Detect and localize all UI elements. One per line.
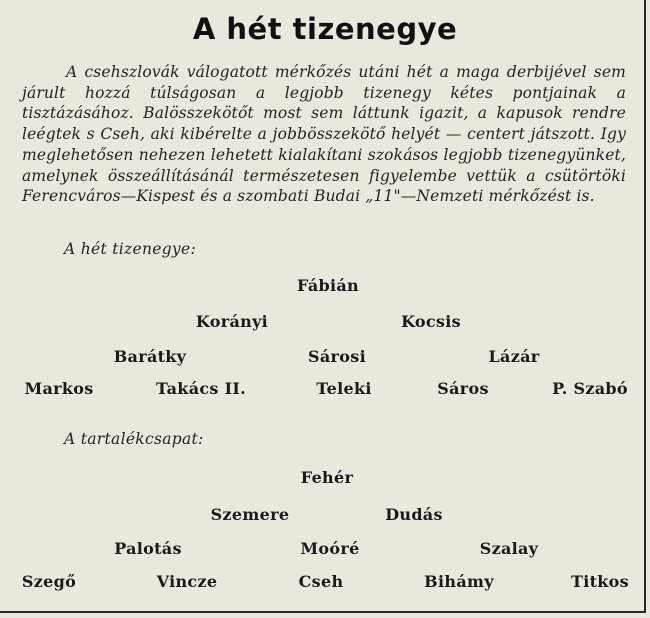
first-team-forward-1: Markos [24, 379, 94, 398]
reserve-team-halfback-3: Szalay [479, 539, 539, 558]
first-team-goalkeeper: Fábián [297, 276, 359, 295]
first-team-halfback-3: Lázár [488, 347, 540, 366]
reserve-team-forward-1: Szegő [21, 572, 77, 591]
first-team-forward-3: Teleki [316, 379, 372, 398]
first-team-fullback-1: Korányi [195, 312, 269, 331]
reserve-team-goalkeeper: Fehér [300, 468, 354, 487]
first-team-forward-5: P. Szabó [552, 379, 628, 398]
reserve-team-halfback-2: Moóré [300, 539, 360, 558]
reserve-team-forward-2: Vincze [156, 572, 218, 591]
reserve-team-forward-3: Cseh [298, 572, 344, 591]
reserve-team-forward-4: Bihámy [424, 572, 494, 591]
first-team-halfback-2: Sárosi [308, 347, 366, 366]
first-team-label: A hét tizenegye: [64, 240, 196, 258]
reserve-team-halfback-1: Palotás [114, 539, 182, 558]
reserve-team-fullback-2: Dudás [385, 505, 443, 524]
reserve-team-label: A tartalékcsapat: [64, 430, 204, 448]
reserve-team-fullback-1: Szemere [210, 505, 290, 524]
first-team-forward-4: Sáros [437, 379, 489, 398]
intro-paragraph: A csehszlovák válogatott mérkőzés utáni hét a maga derbijével sem járult hozzá túlságosan a legjobb tizenegy kétes pontjainak a tisztázásához. Balösszekötőt most sem láttunk igazit, a kapusok rendre leégtek s Cseh, aki kibérelte a jobbösszekötő helyét — centert játszott. Igy meglehetősen nehezen lehetett kialakítani szokásos legjobb tizenegyünket, amelynek összeállításánál természetesen figyelembe vettük a csütörtöki Ferencváros—Kispest és a szombati Budai „11"—Nemzeti mérkőzést is. [22, 63, 626, 206]
reserve-team-forward-5: Titkos [571, 572, 629, 591]
first-team-halfback-1: Barátky [113, 347, 187, 366]
article-title: A hét tizenegye [192, 12, 458, 46]
first-team-fullback-2: Kocsis [401, 312, 461, 331]
first-team-forward-2: Takács II. [155, 379, 247, 398]
